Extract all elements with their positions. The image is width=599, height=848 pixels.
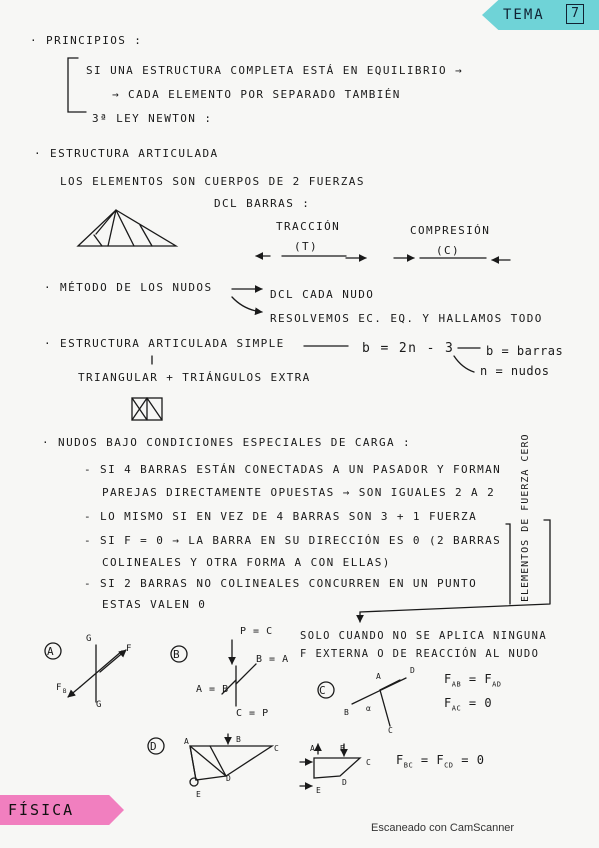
note-line2: F EXTERNA O DE REACCIÓN AL NUDO	[300, 648, 540, 660]
especiales-item4a: - SI 2 BARRAS NO COLINEALES CONCURREN EN UN PUNTO	[84, 577, 478, 590]
articulada-desc: LOS ELEMENTOS SON CUERPOS DE 2 FUERZAS	[60, 175, 365, 188]
fig-c-label: C	[319, 684, 328, 697]
fig-d-truss	[190, 734, 272, 786]
especiales-item3b: COLINEALES Y OTRA FORMA Α CON ELLAS)	[102, 556, 391, 569]
simple-title: · ESTRUCTURA ARTICULADA SIMPLE	[44, 337, 285, 350]
fig-a-circle	[45, 643, 61, 659]
fig-c-eq1: $F_{AB} = F_{AD}$	[444, 672, 502, 689]
fig-c-a: A	[376, 672, 383, 681]
compresion-arrows	[394, 258, 510, 260]
articulada-title: · ESTRUCTURA ARTICULADA	[34, 147, 219, 160]
fig-c-b: B	[344, 708, 351, 717]
fig-c-alpha: α	[366, 704, 373, 713]
fig-c-circle	[318, 682, 334, 698]
fig-b-a: A = B	[196, 684, 229, 695]
principios-line1: SI UNA ESTRUCTURA COMPLETA ESTÁ EN EQUILIBRIO →	[86, 64, 464, 77]
fig-d-a: A	[184, 737, 191, 746]
traccion-symbol: (T)	[294, 240, 319, 253]
fig-d-e: E	[196, 790, 203, 799]
fig-b-forces	[222, 640, 256, 706]
simple-formula: b = 2n - 3	[362, 341, 455, 356]
fig-b-c: C = P	[236, 708, 269, 719]
tema-number: 7	[566, 4, 584, 24]
scanner-watermark: Escaneado con CamScanner	[371, 822, 515, 834]
fig-a-forces	[68, 645, 126, 702]
fig-b-b: B = A	[256, 654, 289, 665]
fig-a-g-bottom: G	[96, 700, 103, 710]
especiales-item4b: ESTAS VALEN 0	[102, 598, 207, 611]
principios-title: · PRINCIPIOS :	[30, 34, 143, 47]
nudos-title: · MÉTODO DE LOS NUDOS	[44, 281, 213, 294]
fig-d-eq: $F_{BC} = F_{CD} = 0$	[396, 753, 485, 770]
nudos-step1: DCL CADA NUDO	[270, 288, 375, 301]
b-definition: b = barras	[486, 344, 564, 358]
fig-c-c: C	[388, 726, 395, 735]
fig-c-d: D	[410, 666, 417, 675]
especiales-item3a: - SI F = 0 → LA BARRA EN SU DIRECCIÓN ES 0 (2 BARRAS	[84, 534, 502, 547]
fig-a-fb: $F_B$	[56, 683, 68, 695]
traccion-arrows	[256, 256, 366, 258]
fig-a-label: A	[47, 645, 56, 658]
especiales-title: · NUDOS BAJO CONDICIONES ESPECIALES DE CARGA :	[42, 436, 412, 449]
fig-d2-e: E	[316, 786, 323, 795]
fig-b-p: P = C	[240, 626, 273, 637]
zero-force-side-label: ELEMENTOS DE FUERZA CERO	[520, 433, 531, 602]
nudos-arrow2	[232, 297, 262, 312]
fig-b-label: B	[173, 648, 182, 661]
zero-force-bracket	[360, 520, 550, 622]
nudos-step2: RESOLVEMOS EC. EQ. Y HALLAMOS TODO	[270, 312, 543, 325]
fig-d-circle	[148, 738, 164, 754]
fig-d2-a: A	[310, 744, 317, 753]
fig-a-f: F	[126, 644, 133, 654]
fig-a-g-top: G	[86, 634, 93, 644]
fig-b-circle	[171, 646, 187, 662]
tema-label: TEMA	[503, 7, 545, 23]
fig-c-forces	[352, 678, 406, 726]
n-definition: n = nudos	[480, 364, 550, 378]
especiales-item1b: PAREJAS DIRECTAMENTE OPUESTAS → SON IGUALES 2 A 2	[102, 486, 496, 499]
note-line1: SOLO CUANDO NO SE APLICA NINGUNA	[300, 630, 548, 642]
fig-d-b: B	[236, 735, 243, 744]
especiales-item2: - LO MISMO SI EN VEZ DE 4 BARRAS SON 3 + 1 FUERZA	[84, 510, 478, 523]
fig-d2-truss	[300, 744, 360, 786]
fig-d-label: D	[150, 740, 159, 753]
principios-bracket	[68, 58, 86, 112]
fig-d2-b: B	[340, 744, 347, 753]
especiales-item1a: - SI 4 BARRAS ESTÁN CONECTADAS A UN PASADOR Y FORMAN	[84, 463, 502, 476]
compresion-label: COMPRESIÓN	[410, 224, 491, 237]
simple-desc: TRIANGULAR + TRIÁNGULOS EXTRA	[78, 371, 311, 384]
compresion-symbol: (C)	[436, 244, 461, 257]
principios-line3: 3ª LEY NEWTON :	[92, 112, 213, 125]
small-truss-sketch	[132, 398, 162, 420]
principios-line2: → CADA ELEMENTO POR SEPARADO TAMBIÉN	[112, 88, 401, 101]
traccion-label: TRACCIÓN	[276, 220, 341, 233]
fig-d-d: D	[226, 774, 233, 783]
truss-sketch	[78, 210, 176, 246]
articulada-dcl: DCL BARRAS :	[214, 197, 311, 210]
fig-d2-d: D	[342, 778, 349, 787]
fig-d2-c: C	[366, 758, 373, 767]
fisica-label: FÍSICA	[8, 801, 75, 819]
n-arrow	[454, 356, 474, 372]
fig-d-c: C	[274, 744, 281, 753]
fig-c-eq2: $F_{AC} = 0$	[444, 696, 493, 713]
